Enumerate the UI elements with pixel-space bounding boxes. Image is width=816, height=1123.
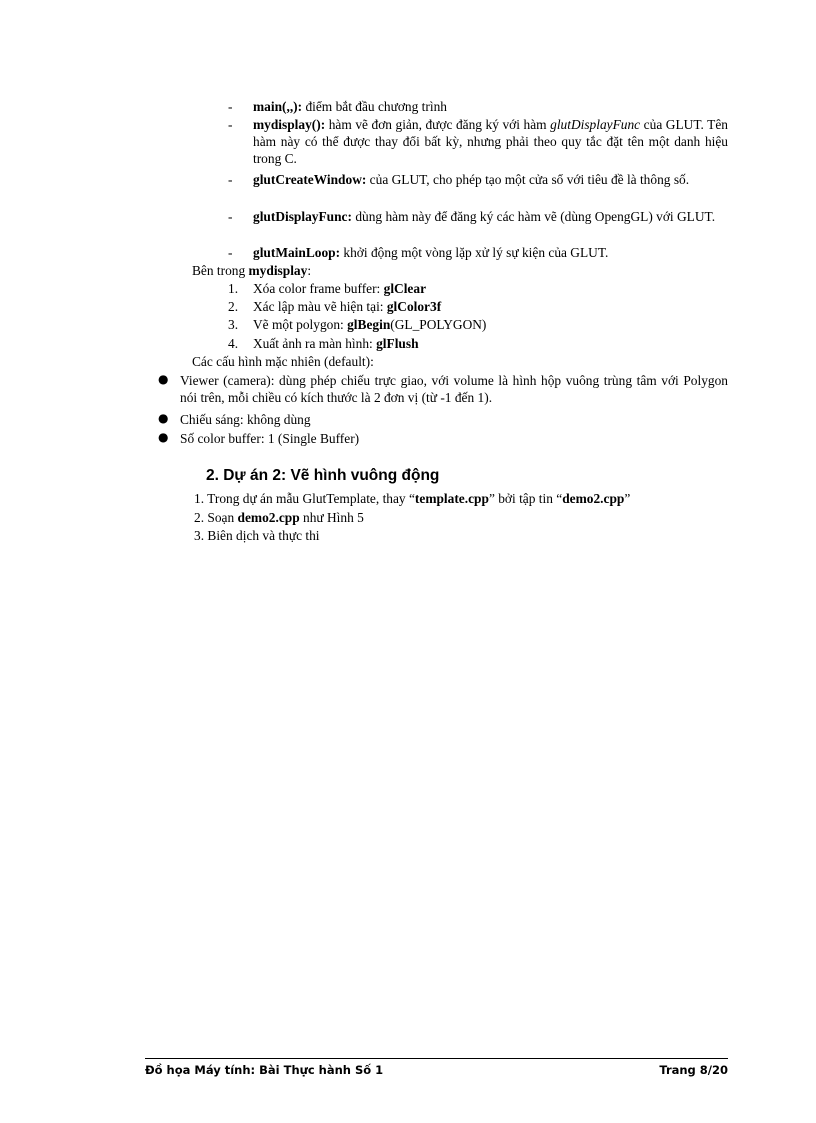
step-item: 4. Xuất ảnh ra màn hình: glFlush: [228, 336, 419, 351]
page-number: Trang 8/20: [659, 1063, 728, 1077]
inside-mydisplay-label: Bên trong mydisplay:: [192, 263, 312, 278]
bullet-icon: ●: [158, 411, 169, 425]
section-title: 2. Dự án 2: Vẽ hình vuông động: [206, 467, 440, 484]
step-item: 2. Xác lập màu vẽ hiện tại: glColor3f: [228, 299, 442, 314]
footer-divider: [145, 1058, 728, 1059]
project-step-2: 2. Soạn demo2.cpp như Hình 5: [194, 510, 364, 525]
defaults-label: Các cấu hình mặc nhiên (default):: [192, 354, 374, 369]
project-step-3: 3. Biên dịch và thực thi: [194, 528, 320, 543]
bullet-icon: ●: [158, 430, 169, 444]
step-item: 3. Vẽ một polygon: glBegin(GL_POLYGON): [228, 317, 487, 332]
bullet-icon: ●: [158, 372, 169, 386]
project-step-1: 1. Trong dự án mẫu GlutTemplate, thay “template.cpp” bởi tập tin “demo2.cpp”: [194, 491, 631, 506]
step-item: 1. Xóa color frame buffer: glClear: [228, 281, 427, 296]
footer-title: Đồ họa Máy tính: Bài Thực hành Số 1: [145, 1063, 384, 1077]
